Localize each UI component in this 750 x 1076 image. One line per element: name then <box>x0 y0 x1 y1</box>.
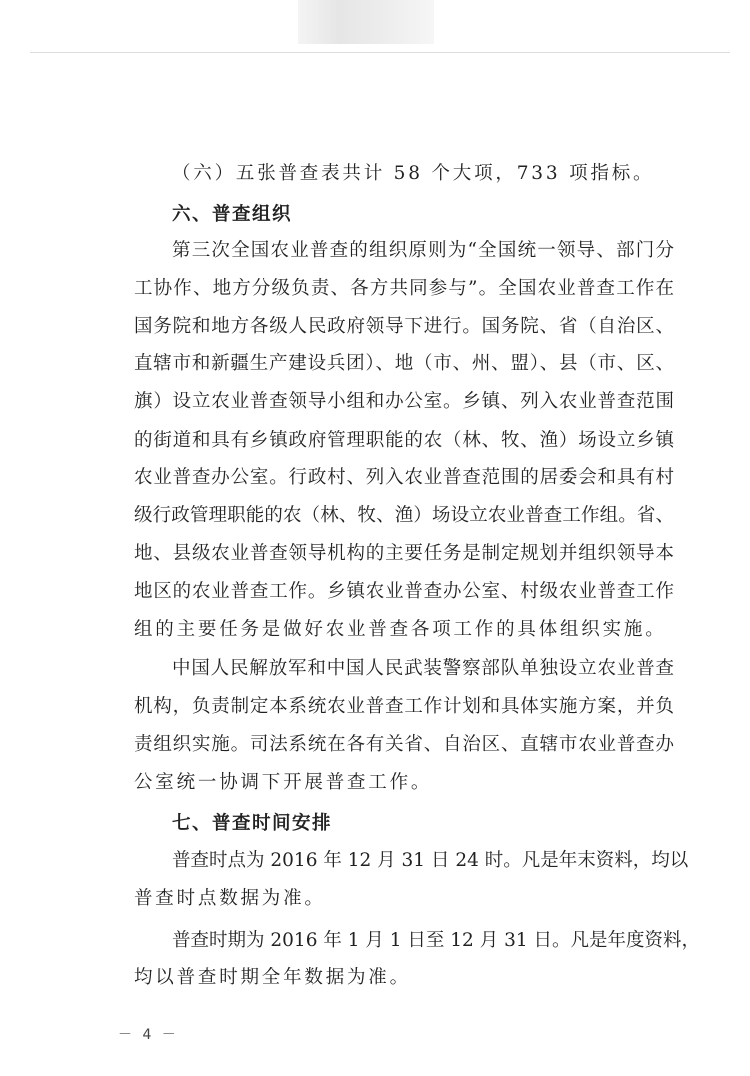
section-7-para1-line: 普查时点数据为准。 <box>134 888 326 909</box>
section-6-para1-line: 直辖市和新疆生产建设兵团）、地（市、州、盟）、县（市、区、 <box>134 353 674 374</box>
section-6-para1-line: 级行政管理职能的农（林、牧、渔）场设立农业普查工作组。省、 <box>134 505 674 526</box>
section-6-para1-line: 组的主要任务是做好农业普查各项工作的具体组织实施。 <box>134 619 667 640</box>
section-6-para2-line: 公室统一协调下开展普查工作。 <box>134 772 433 793</box>
section-6-para1-line: 地、县级农业普查领导机构的主要任务是制定规划并组织领导本 <box>134 543 674 564</box>
section-6-para2-line: 机构，负责制定本系统农业普查工作计划和具体实施方案，并负 <box>134 696 674 717</box>
section-6-para1-line: 国务院和地方各级人民政府领导下进行。国务院、省（自治区、 <box>134 316 674 337</box>
section-6-para1-line: 农业普查办公室。行政村、列入农业普查范围的居委会和具有村 <box>134 467 674 488</box>
section-6-para1-line: 工协作、地方分级负责、各方共同参与”。全国农业普查工作在 <box>134 278 674 299</box>
section-7-para2-line: 均以普查时期全年数据为准。 <box>134 967 411 988</box>
section-6-para1-line: 第三次全国农业普查的组织原则为“全国统一领导、部门分 <box>172 240 674 261</box>
section-6-para1-line: 地区的农业普查工作。乡镇农业普查办公室、村级农业普查工作 <box>134 581 674 602</box>
section-7-para1-line: 普查时点为 2016 年 12 月 31 日 24 时。凡是年末资料，均以 <box>172 850 689 871</box>
item-6-text: （六）五张普查表共计 58 个大项，733 项指标。 <box>172 163 655 184</box>
section-6-para2-line: 中国人民解放军和中国人民武装警察部队单独设立农业普查 <box>172 658 674 679</box>
section-6-para1-line: 的街道和具有乡镇政府管理职能的农（林、牧、渔）场设立乡镇 <box>134 430 674 451</box>
section-6-para1-line: 旗）设立农业普查领导小组和办公室。乡镇、列入农业普查范围 <box>134 391 674 412</box>
section-7-heading: 七、普查时间安排 <box>172 813 333 834</box>
section-7-para2-line: 普查时期为 2016 年 1 月 1 日至 12 月 31 日。凡是年度资料， <box>172 930 701 951</box>
page-number: － 4 － <box>118 1027 179 1043</box>
section-6-heading: 六、普查组织 <box>172 204 293 225</box>
section-6-para2-line: 责组织实施。司法系统在各有关省、自治区、直辖市农业普查办 <box>134 734 674 755</box>
